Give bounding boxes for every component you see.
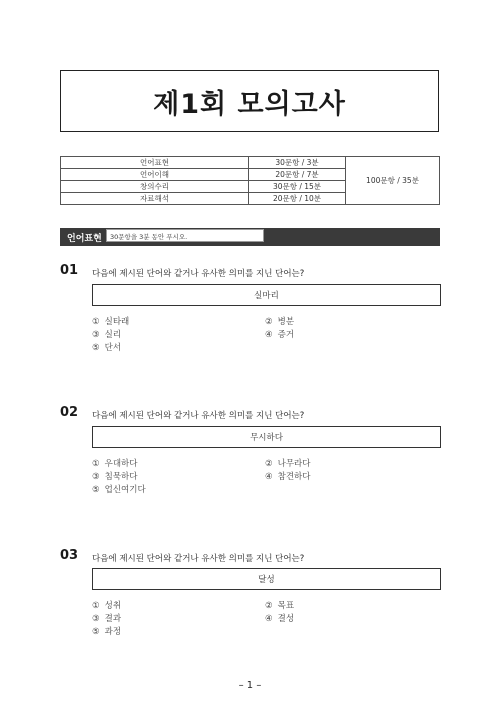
option-marker: ⑤ bbox=[92, 343, 100, 353]
option-marker: ① bbox=[92, 459, 100, 469]
table-row bbox=[61, 157, 440, 169]
question-number: 01 bbox=[60, 263, 79, 278]
answer-option[interactable] bbox=[92, 483, 146, 495]
option-text: 결성 bbox=[277, 614, 295, 624]
answer-option[interactable] bbox=[265, 457, 310, 469]
exam-title: 제1회 모의고사 bbox=[153, 88, 346, 120]
question-number: 02 bbox=[60, 405, 79, 420]
option-marker: ③ bbox=[92, 330, 100, 340]
section-name-cell: 창의수리 bbox=[61, 181, 249, 193]
option-text: 참견하다 bbox=[277, 472, 311, 482]
section-count-cell: 20문항 / 10분 bbox=[249, 193, 346, 205]
option-text: 성취 bbox=[104, 601, 122, 611]
option-marker: ④ bbox=[265, 330, 273, 340]
option-marker: ④ bbox=[265, 614, 273, 624]
option-text: 업신여기다 bbox=[104, 485, 146, 495]
answer-option[interactable] bbox=[92, 341, 121, 353]
section-count-cell: 20문항 / 7분 bbox=[249, 169, 346, 181]
section-name-cell: 언어이해 bbox=[61, 169, 249, 181]
section-header-bar bbox=[60, 228, 440, 246]
section-summary-table bbox=[60, 156, 440, 205]
answer-option[interactable] bbox=[92, 625, 121, 637]
option-text: 단서 bbox=[104, 343, 122, 353]
answer-option[interactable] bbox=[92, 470, 137, 482]
answer-option[interactable] bbox=[265, 599, 294, 611]
section-name-cell: 자료해석 bbox=[61, 193, 249, 205]
option-marker: ② bbox=[265, 459, 273, 469]
total-cell: 100문항 / 35분 bbox=[346, 157, 440, 205]
question-prompt: 다음에 제시된 단어와 같거나 유사한 의미를 지닌 단어는? bbox=[92, 269, 305, 279]
answer-option[interactable] bbox=[265, 470, 310, 482]
option-text: 우대하다 bbox=[104, 459, 138, 469]
question-word: 달성 bbox=[258, 575, 275, 585]
option-marker: ① bbox=[92, 601, 100, 611]
option-text: 침묵하다 bbox=[104, 472, 138, 482]
section-instruction: 30문항을 3분 동안 푸시오. bbox=[106, 229, 264, 242]
option-marker: ② bbox=[265, 317, 273, 327]
option-text: 과정 bbox=[104, 627, 122, 637]
question-word-box bbox=[92, 426, 441, 448]
exam-title-box bbox=[60, 70, 439, 132]
option-marker: ⑤ bbox=[92, 485, 100, 495]
answer-option[interactable] bbox=[92, 599, 121, 611]
page-number: – 1 – bbox=[238, 680, 262, 691]
option-marker: ④ bbox=[265, 472, 273, 482]
option-marker: ⑤ bbox=[92, 627, 100, 637]
option-text: 실리 bbox=[104, 330, 122, 340]
question-prompt: 다음에 제시된 단어와 같거나 유사한 의미를 지닌 단어는? bbox=[92, 411, 305, 421]
question-word-box bbox=[92, 568, 441, 590]
option-text: 실타래 bbox=[104, 317, 130, 327]
answer-option[interactable] bbox=[92, 315, 129, 327]
answer-option[interactable] bbox=[92, 612, 121, 624]
question-word: 실마리 bbox=[254, 291, 279, 301]
option-text: 목표 bbox=[277, 601, 295, 611]
section-count-cell: 30문항 / 15분 bbox=[249, 181, 346, 193]
answer-option[interactable] bbox=[92, 457, 137, 469]
answer-option[interactable] bbox=[92, 328, 121, 340]
option-marker: ② bbox=[265, 601, 273, 611]
option-text: 병분 bbox=[277, 317, 295, 327]
question-word-box bbox=[92, 284, 441, 306]
answer-option[interactable] bbox=[265, 328, 294, 340]
question-word: 무시하다 bbox=[250, 433, 283, 443]
option-marker: ③ bbox=[92, 614, 100, 624]
question-number: 03 bbox=[60, 548, 79, 563]
section-count-cell: 30문항 / 3분 bbox=[249, 157, 346, 169]
option-text: 나무라다 bbox=[277, 459, 311, 469]
answer-option[interactable] bbox=[265, 612, 294, 624]
section-label: 언어표현 bbox=[67, 234, 102, 244]
answer-option[interactable] bbox=[265, 315, 294, 327]
question-prompt: 다음에 제시된 단어와 같거나 유사한 의미를 지닌 단어는? bbox=[92, 554, 305, 564]
option-marker: ③ bbox=[92, 472, 100, 482]
section-name-cell: 언어표현 bbox=[61, 157, 249, 169]
option-text: 증거 bbox=[277, 330, 295, 340]
option-marker: ① bbox=[92, 317, 100, 327]
option-text: 결과 bbox=[104, 614, 122, 624]
